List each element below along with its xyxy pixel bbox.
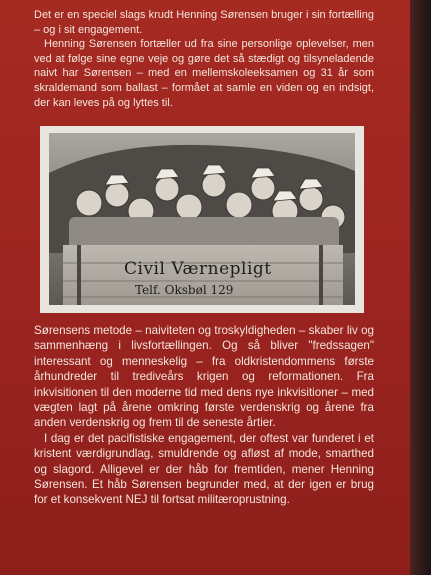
photo-illustration	[49, 133, 355, 305]
blurb-paragraph-3: Sørensens metode – naiviteten og troskyldigheden – skaber liv og sammenhæng i livsfortællingen. Og så bliver "fredssagen" interessant og menneskelig – fra oldkristendommens første århundreder til trediveårs krigen og reformationen. Fra inkvisitionen til den moderne tid med dens nye inkvisitioner – med vægten lagt på årene omkring første verdenskrig og årene fra anden verdenskrig og frem til de seneste årtier.	[34, 324, 374, 430]
blurb-bottom	[34, 323, 374, 508]
historical-photo	[49, 133, 355, 305]
photo-frame	[40, 126, 364, 313]
blurb-paragraph-4: I dag er det pacifistiske engagement, der oftest var funderet i et kristent værdigrundlag, smuldrende og afløst af mode, smarthed og slagord. Alligevel er der håb for fremtiden, mener Henning Sørensen. Et håb Sørensen begrunder med, at der igen er brug for et konsekvent NEJ til fortsat militæroprustning.	[34, 431, 374, 507]
blurb-paragraph-2: Henning Sørensen fortæller ud fra sine personlige oplevelser, men ved at følge sine egne veje og gøre det så stædigt og tilsyneladende naivt har Sørensen – med en mellemskoleeksamen og 31 år som skraldemand som ballast – formået at samle en viden og en indsigt, der kan leves på og lyttes til.	[34, 38, 374, 109]
truck-sign-title: Civil Værnepligt	[124, 259, 272, 279]
background-edge	[410, 0, 431, 575]
blurb-paragraph-1: Det er en speciel slags krudt Henning Sørensen bruger i sin fortælling – og i sit engagement.	[34, 9, 374, 36]
truck-sign-phone: Telf. Oksbøl 129	[135, 283, 234, 297]
blurb-top	[34, 8, 374, 110]
